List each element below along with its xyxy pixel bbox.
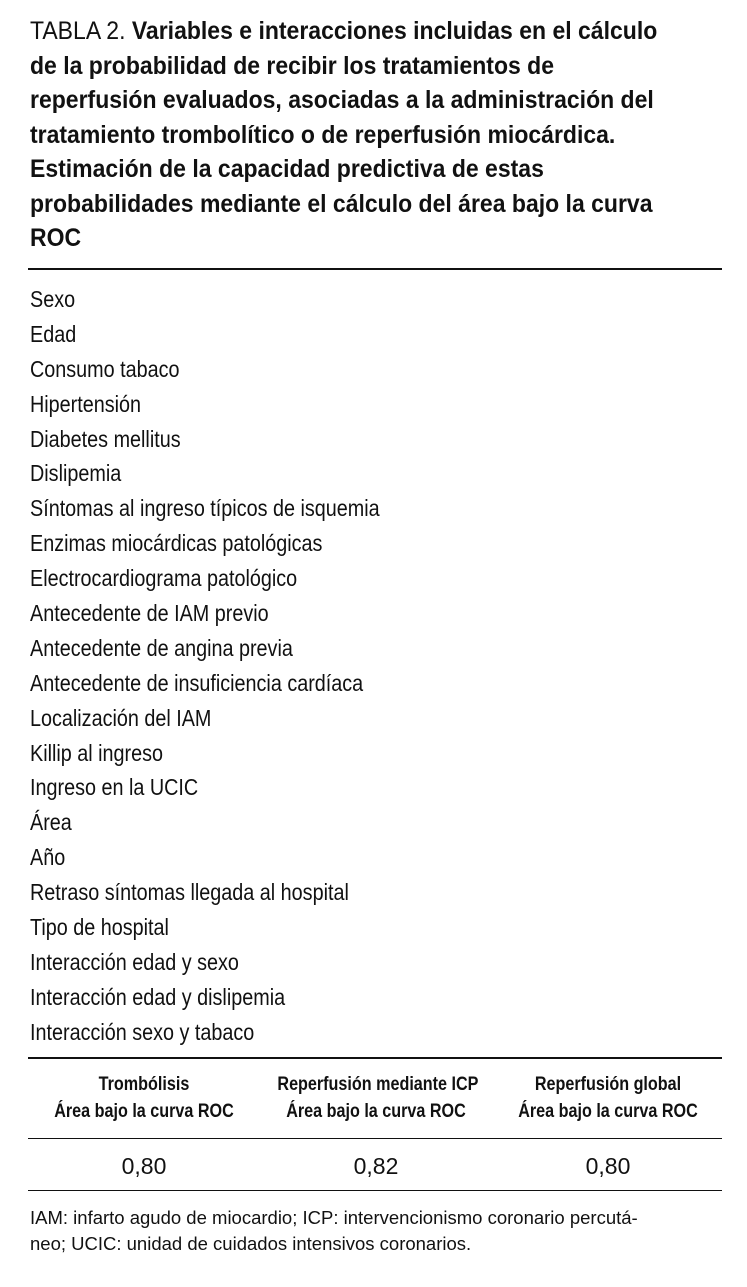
variable-item: Electrocardiograma patológico bbox=[30, 565, 298, 592]
column-metric: Área bajo la curva ROC bbox=[518, 1101, 698, 1122]
variable-item: Dislipemia bbox=[30, 460, 122, 487]
footnote-line: neo; UCIC: unidad de cuidados intensivos coronarios. bbox=[30, 1233, 472, 1254]
variable-item: Killip al ingreso bbox=[30, 739, 164, 766]
variable-item: Sexo bbox=[30, 286, 76, 312]
column-header-icp bbox=[260, 1071, 492, 1125]
variable-item: Consumo tabaco bbox=[30, 355, 180, 382]
variable-item: Diabetes mellitus bbox=[30, 425, 181, 452]
variable-item: Enzimas miocárdicas patológicas bbox=[30, 530, 323, 557]
variable-item: Localización del IAM bbox=[30, 704, 212, 731]
value-trombolisis: 0,80 bbox=[121, 1153, 167, 1179]
variable-item: Antecedente de IAM previo bbox=[30, 600, 269, 627]
variable-item: Edad bbox=[30, 320, 77, 347]
value-global: 0,80 bbox=[585, 1153, 631, 1179]
column-name: Trombólisis bbox=[98, 1074, 190, 1095]
bottom-rule bbox=[28, 1190, 722, 1191]
variable-item: Antecedente de insuficiencia cardíaca bbox=[30, 669, 364, 696]
variables-list bbox=[30, 282, 437, 1050]
header-top-rule bbox=[28, 1057, 722, 1059]
variable-item: Año bbox=[30, 844, 66, 871]
table-label: TABLA 2. bbox=[30, 17, 126, 45]
variable-item: Tipo de hospital bbox=[30, 914, 169, 941]
footnote-line: IAM: infarto agudo de miocardio; ICP: intervencionismo coronario percutá- bbox=[30, 1207, 638, 1228]
column-metric: Área bajo la curva ROC bbox=[54, 1101, 234, 1122]
variable-item: Interacción sexo y tabaco bbox=[30, 1018, 255, 1045]
table-caption bbox=[30, 14, 674, 256]
value-icp: 0,82 bbox=[353, 1153, 399, 1179]
top-rule bbox=[28, 268, 722, 270]
column-header-global bbox=[492, 1071, 724, 1125]
variable-item: Ingreso en la UCIC bbox=[30, 774, 199, 801]
column-metric: Área bajo la curva ROC bbox=[286, 1101, 466, 1122]
variable-item: Hipertensión bbox=[30, 390, 142, 417]
variable-item: Retraso síntomas llegada al hospital bbox=[30, 879, 349, 906]
variable-item: Síntomas al ingreso típicos de isquemia bbox=[30, 495, 380, 522]
variable-item: Interacción edad y sexo bbox=[30, 948, 239, 975]
table-title: Variables e interacciones incluidas en el cálculo de la probabilidad de recibir los tratamientos de reperfusión evaluados, asociadas a la administración del tratamiento trombolítico o de reperfusión miocárdica. Estimación de la capacidad predictiva de estas probabilidades mediante el cálculo del área bajo la curva ROC bbox=[30, 17, 658, 252]
variable-item: Interacción edad y dislipemia bbox=[30, 983, 286, 1010]
column-name: Reperfusión global bbox=[534, 1074, 682, 1095]
table-footnote bbox=[30, 1205, 720, 1257]
column-name: Reperfusión mediante ICP bbox=[277, 1074, 479, 1095]
variable-item: Antecedente de angina previa bbox=[30, 634, 293, 661]
header-bottom-rule bbox=[28, 1138, 722, 1139]
column-header-trombolisis bbox=[28, 1071, 260, 1125]
variable-item: Área bbox=[30, 809, 72, 836]
